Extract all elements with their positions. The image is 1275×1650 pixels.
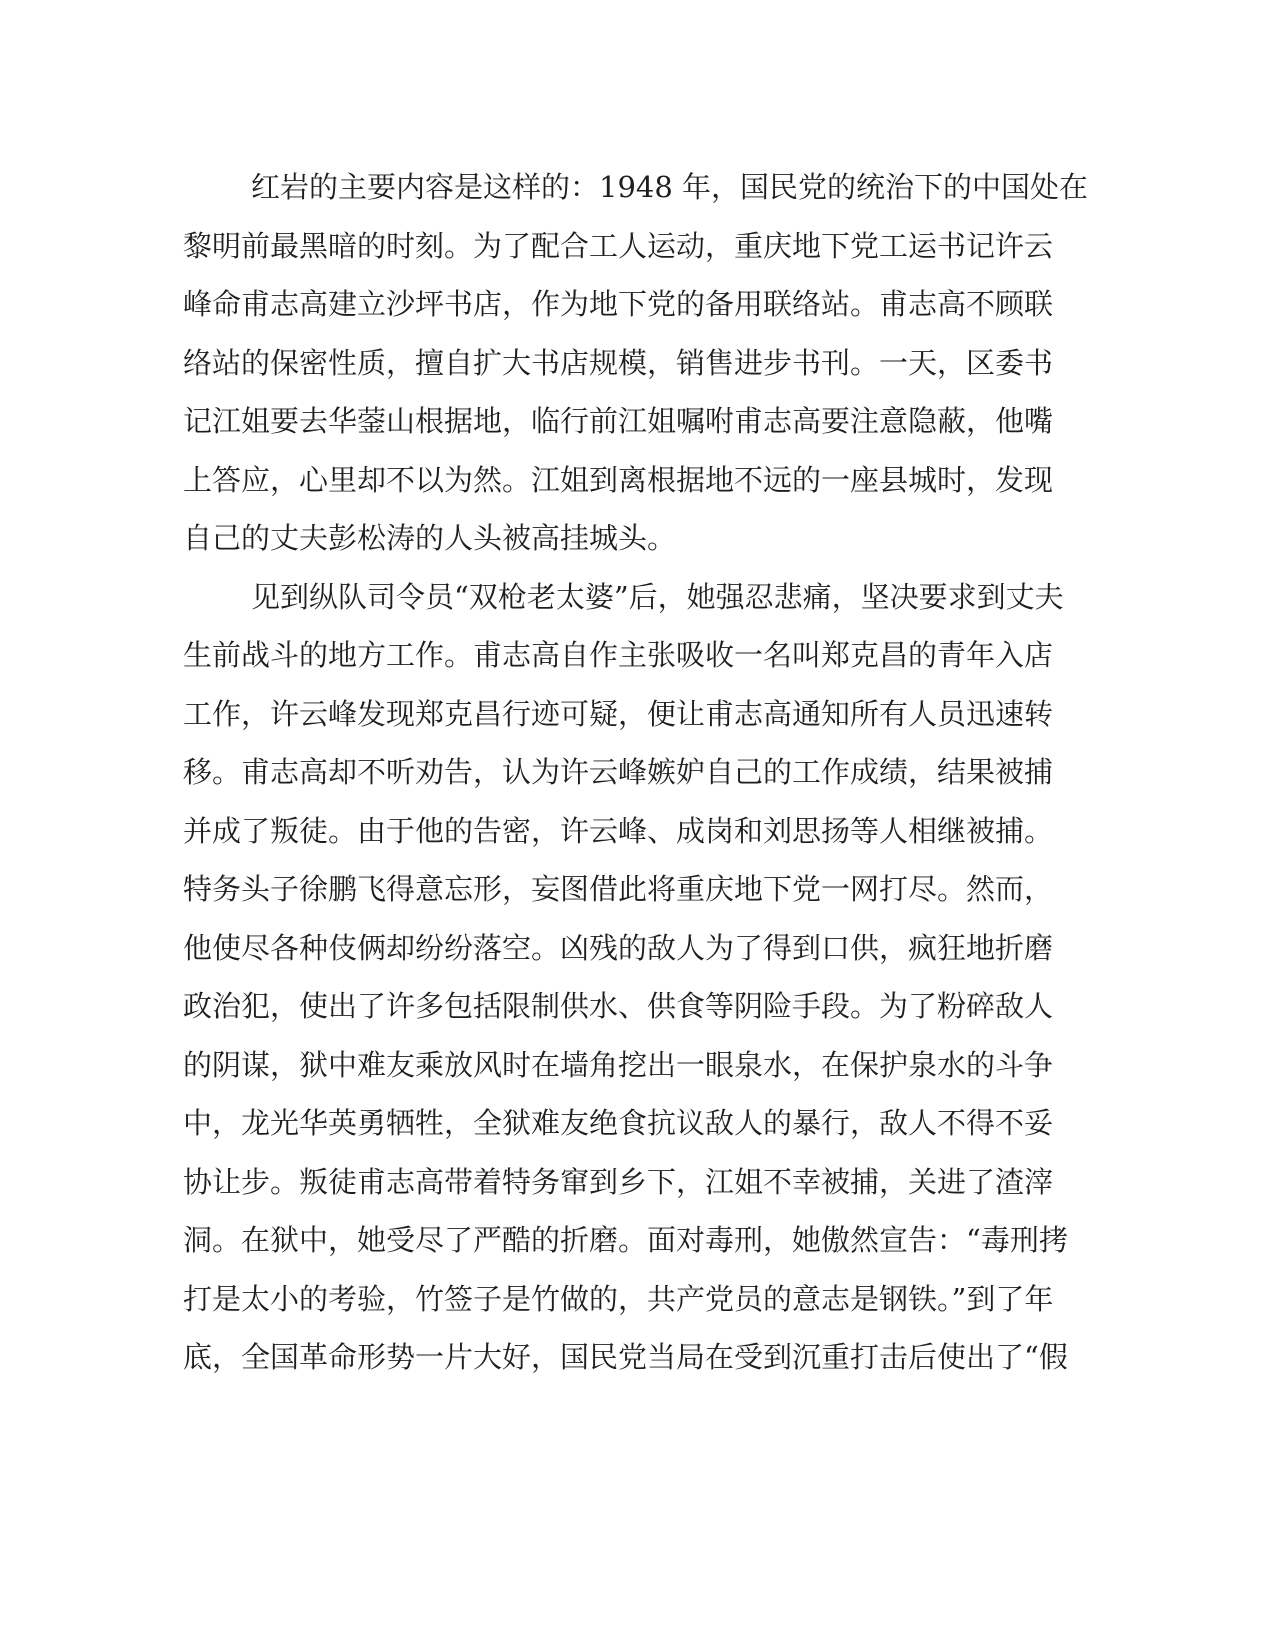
- paragraph-1-line: 络站的保密性质，擅自扩大书店规模，销售进步书刊。一天，区委书: [183, 345, 1054, 380]
- paragraph-1-line: 峰命甫志高建立沙坪书店，作为地下党的备用联络站。甫志高不顾联: [183, 287, 1054, 321]
- paragraph-2-line: 见到纵队司令员“双枪老太婆”后，她强忍悲痛，坚决要求到丈夫: [251, 579, 1064, 614]
- paragraph-2-line: 打是太小的考验，竹签子是竹做的，共产党员的意志是钢铁。”到了年: [183, 1281, 1054, 1316]
- paragraph-2-line: 他使尽各种伎俩却纷纷落空。凶残的敌人为了得到口供，疯狂地折磨: [183, 930, 1054, 965]
- paragraph-2-line: 底，全国革命形势一片大好，国民党当局在受到沉重打击后使出了“假: [183, 1340, 1068, 1374]
- body-text: [183, 158, 1089, 1387]
- paragraph-1-line: 记江姐要去华蓥山根据地，临行前江姐嘱咐甫志高要注意隐蔽，他嘴: [183, 404, 1054, 438]
- paragraph-1-line: 上答应，心里却不以为然。江姐到离根据地不远的一座县城时，发现: [183, 462, 1054, 497]
- paragraph-2-line: 的阴谋，狱中难友乘放风时在墙角挖出一眼泉水，在保护泉水的斗争: [183, 1047, 1054, 1082]
- paragraph-1-line: 红岩的主要内容是这样的：1948 年，国民党的统治下的中国处在: [251, 170, 1089, 204]
- paragraph-2-line: 工作，许云峰发现郑克昌行迹可疑，便让甫志高通知所有人员迅速转: [183, 696, 1054, 731]
- paragraph-2-line: 协让步。叛徒甫志高带着特务窜到乡下，江姐不幸被捕，关进了渣滓: [183, 1164, 1054, 1199]
- paragraph-2-line: 中，龙光华英勇牺牲，全狱难友绝食抗议敌人的暴行，敌人不得不妥: [183, 1106, 1054, 1140]
- paragraph-2-line: 特务头子徐鹏飞得意忘形，妄图借此将重庆地下党一网打尽。然而，: [183, 872, 1054, 906]
- paragraph-1-line: 自己的丈夫彭松涛的人头被高挂城头。: [183, 521, 677, 555]
- paragraph-2-line: 移。甫志高却不听劝告，认为许云峰嫉妒自己的工作成绩，结果被捕: [183, 755, 1054, 789]
- paragraph-2-line: 生前战斗的地方工作。甫志高自作主张吸收一名叫郑克昌的青年入店: [183, 638, 1054, 672]
- paragraph-2-line: 并成了叛徒。由于他的告密，许云峰、成岗和刘思扬等人相继被捕。: [183, 813, 1054, 848]
- paragraph-1-line: 黎明前最黑暗的时刻。为了配合工人运动，重庆地下党工运书记许云: [183, 228, 1054, 263]
- paragraph-2-line: 政治犯，使出了许多包括限制供水、供食等阴险手段。为了粉碎敌人: [183, 989, 1054, 1023]
- paragraph-2-line: 洞。在狱中，她受尽了严酷的折磨。面对毒刑，她傲然宣告：“毒刑拷: [183, 1223, 1068, 1257]
